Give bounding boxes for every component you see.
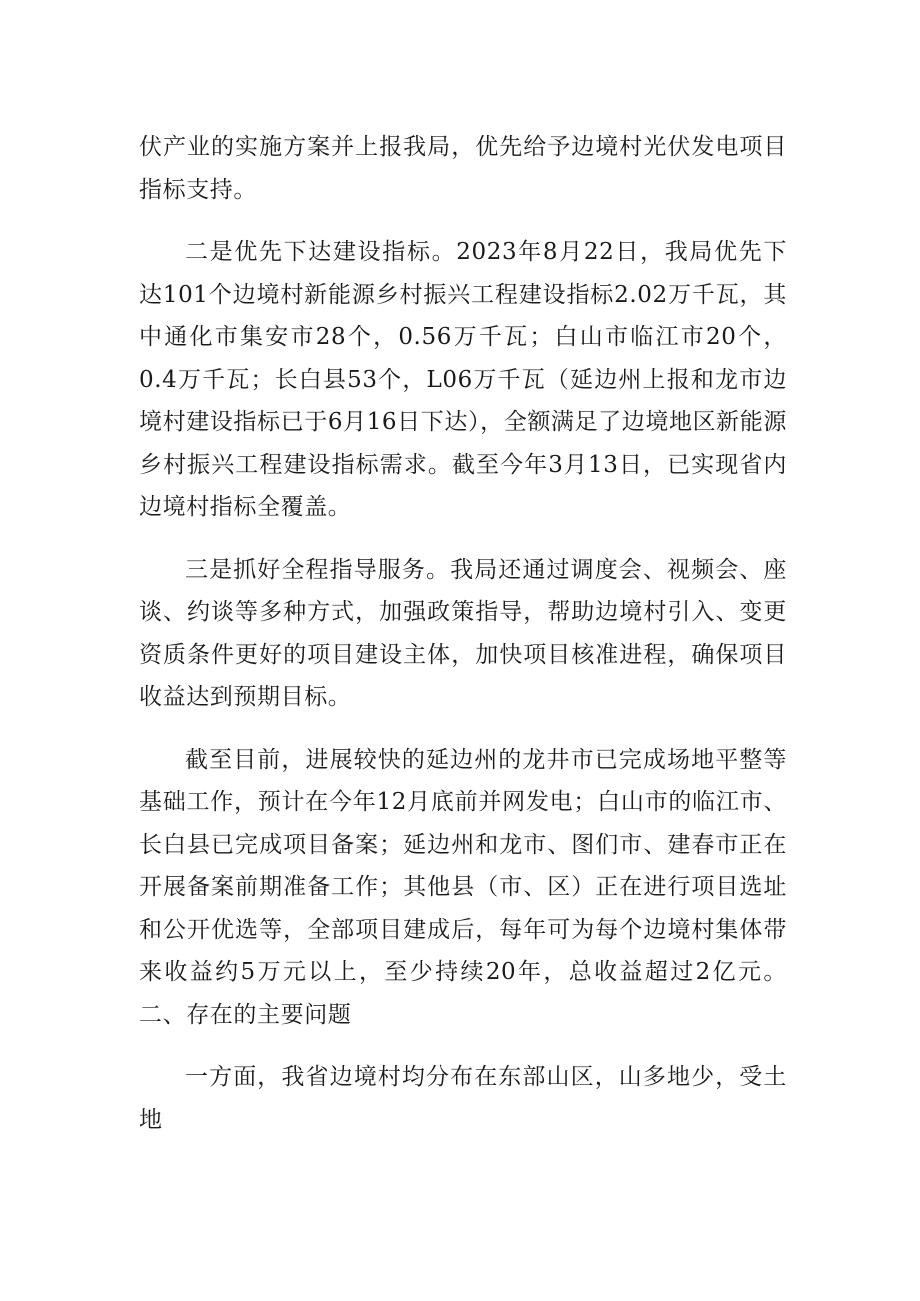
document-body xyxy=(139,126,787,1161)
paragraph-5: 一方面，我省边境村均分布在东部山区，山多地少，受土地 xyxy=(139,1064,787,1133)
paragraph-3: 三是抓好全程指导服务。我局还通过调度会、视频会、座谈、约谈等多种方式，加强政策指导，帮助边境村引入、变更资质条件更好的项目建设主体，加快项目核准进程，确保项目收益达到预期目标。 xyxy=(139,556,787,710)
paragraph-4: 截至目前，进展较快的延边州的龙井市已完成场地平整等基础工作，预计在今年12月底前并网发电；白山市的临江市、长白县已完成项目备案；延边州和龙市、图们市、建春市正在开展备案前期准备工作；其他县（市、区）正在进行项目选址和公开优选等，全部项目建成后，每年可为每个边境村集体带来收益约5万元以上，至少持续20年，总收益超过2亿元。二、存在的主要问题 xyxy=(139,746,787,1028)
paragraph-2: 二是优先下达建设指标。2023年8月22日，我局优先下达101个边境村新能源乡村振兴工程建设指标2.02万千瓦，其中通化市集安市28个，0.56万千瓦；白山市临江市20个，0.4万千瓦；长白县53个，L06万千瓦（延边州上报和龙市边境村建设指标已于6月16日下达），全额满足了边境地区新能源乡村振兴工程建设指标需求。截至今年3月13日，已实现省内边境村指标全覆盖。 xyxy=(139,239,787,520)
paragraph-1: 伏产业的实施方案并上报我局，优先给予边境村光伏发电项目指标支持。 xyxy=(139,134,787,203)
